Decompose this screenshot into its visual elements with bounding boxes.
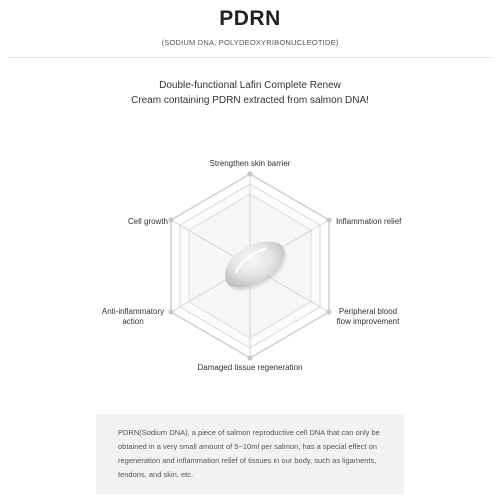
page-title: PDRN <box>219 7 281 30</box>
benefit-label-anti-inflammatory-action <box>100 307 166 327</box>
info-text: PDRN(Sodium DNA), a piece of salmon reproductive cell DNA that can only be obtained in a very small amount of 5~10ml per salmon, has a special effect on regeneration and inflammation relief of tissues in our body, such as ligaments, tendons, and skin, etc. <box>118 428 380 479</box>
headline-line-1: Double-functional Lafin Complete Renew <box>159 80 341 91</box>
peripheral-line-1: Peripheral blood <box>338 307 398 316</box>
anti-inflammatory-line-1: Anti-inflammatory <box>101 307 165 316</box>
page-subtitle: (SODIUM DNA, POLYDEOXYRIBONUCLEOTIDE) <box>161 38 339 47</box>
peripheral-line-2: flow improvement <box>336 317 400 326</box>
section-divider <box>8 57 492 58</box>
headline <box>0 78 500 108</box>
benefit-label-strengthen-skin-barrier: Strengthen skin barrier <box>209 159 291 168</box>
benefit-label-peripheral-blood-flow <box>330 307 406 327</box>
headline-line-2: Cream containing PDRN extracted from salmon DNA! <box>131 95 369 106</box>
benefits-diagram <box>0 150 500 380</box>
benefit-label-inflammation-relief: Inflammation relief <box>336 217 402 226</box>
info-box <box>96 414 404 494</box>
benefit-label-cell-growth: Cell growth <box>127 217 168 226</box>
anti-inflammatory-line-2: action <box>122 317 144 326</box>
benefit-label-damaged-tissue-regeneration: Damaged tissue regeneration <box>197 363 303 372</box>
hexagon-diagram <box>0 150 500 380</box>
